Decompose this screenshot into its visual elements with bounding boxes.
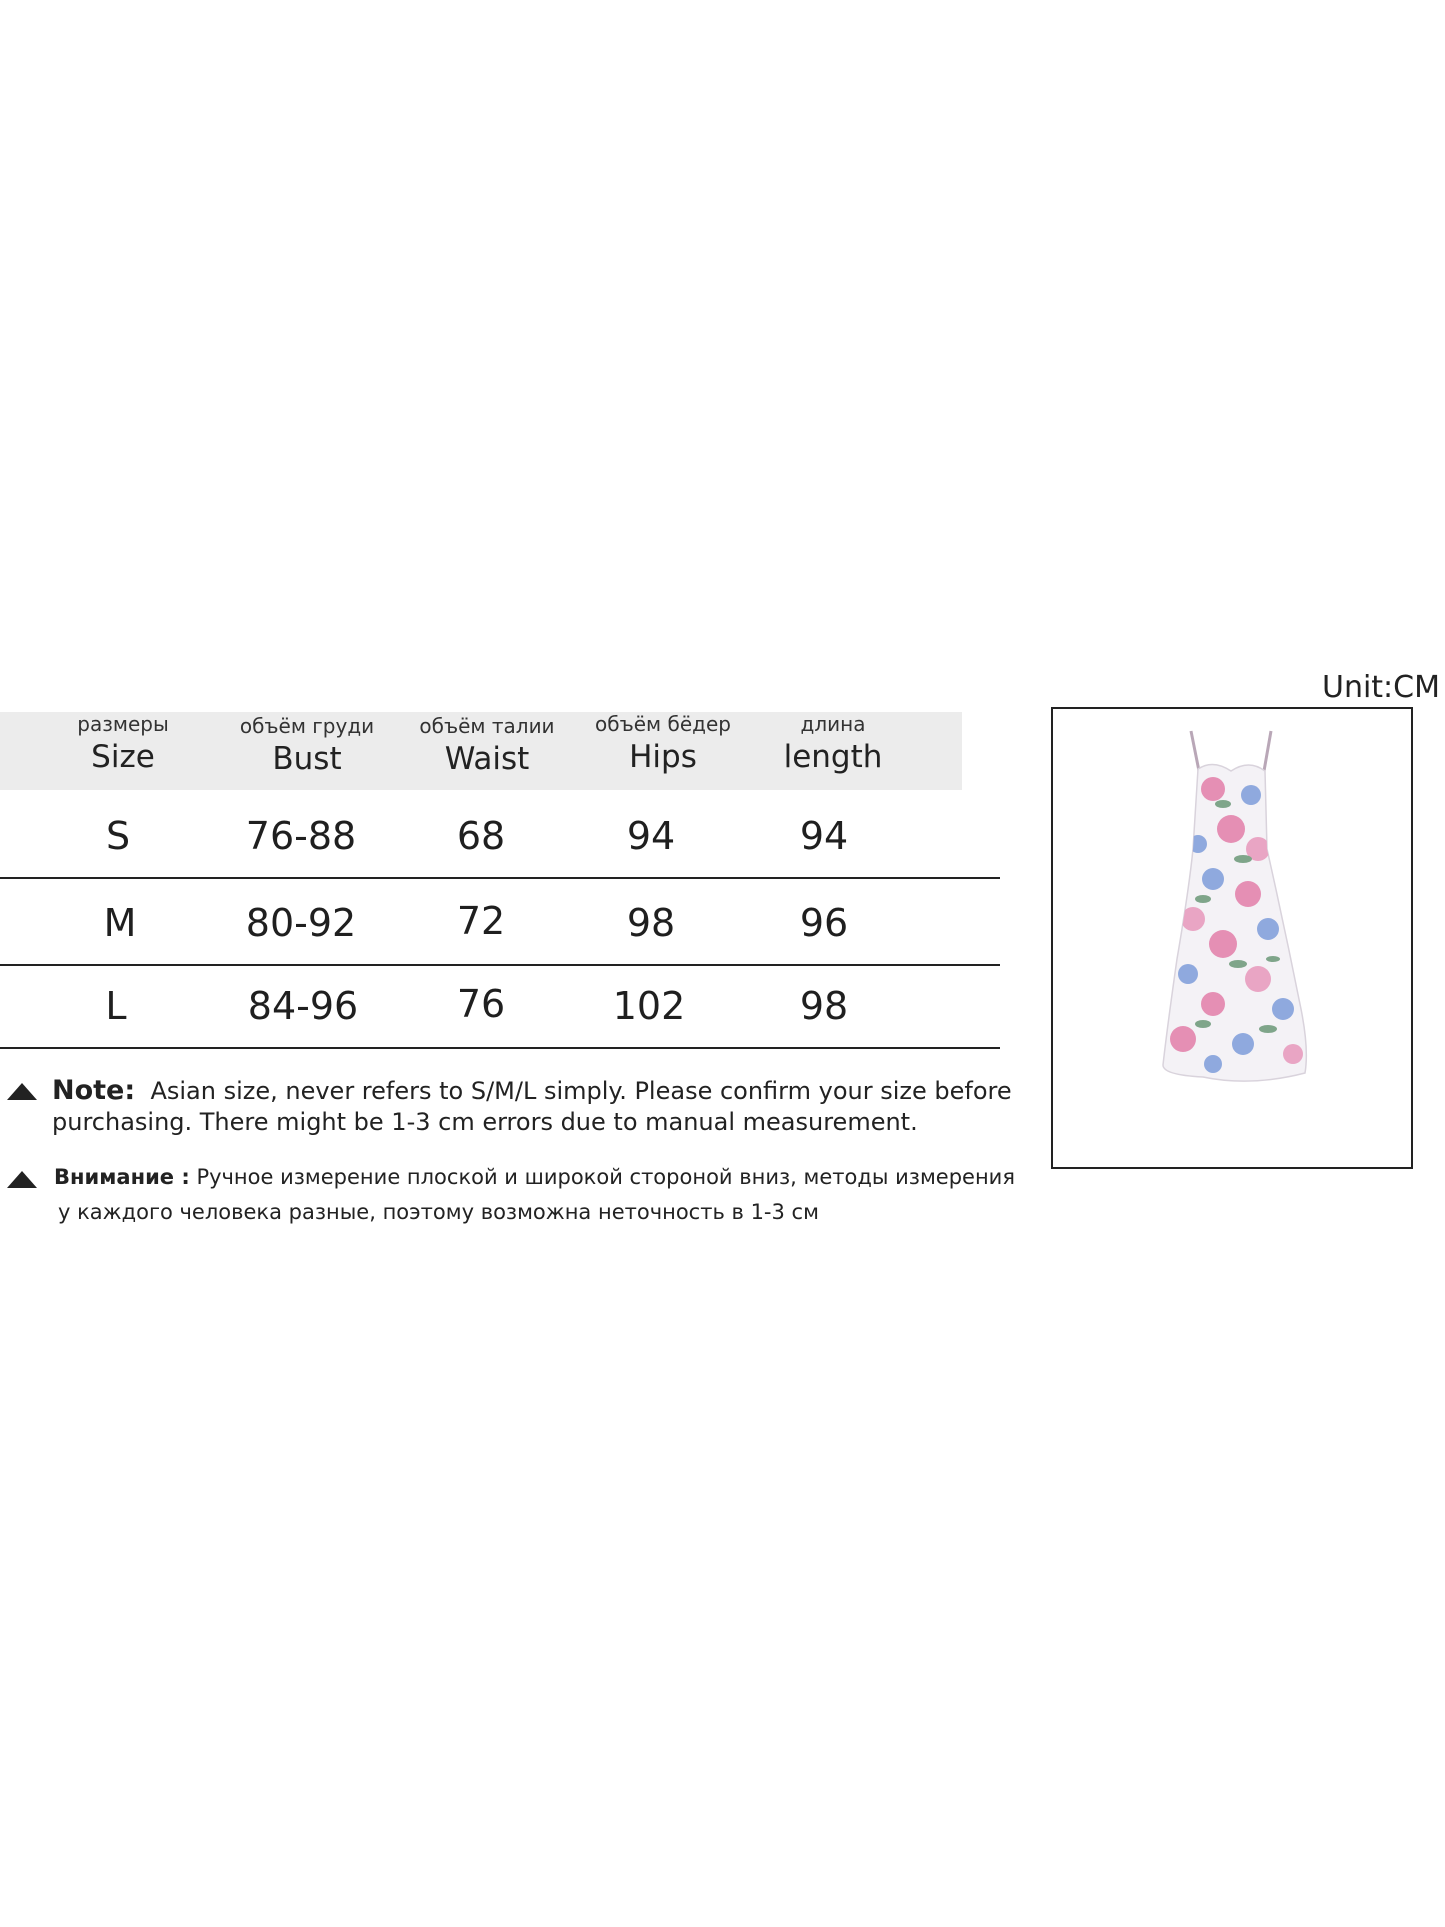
table-cell-hips: 102 bbox=[612, 984, 686, 1028]
column-header-ru: объём талии bbox=[419, 714, 555, 738]
column-header-en: Waist bbox=[444, 741, 530, 777]
note-line-2: purchasing. There might be 1-3 cm errors due to manual measurement. bbox=[52, 1108, 918, 1136]
table-cell-size: S bbox=[105, 814, 131, 858]
row-divider bbox=[0, 1047, 1000, 1049]
product-image-frame bbox=[1051, 707, 1413, 1169]
table-cell-waist: 76 bbox=[456, 982, 506, 1026]
warning-triangle-icon bbox=[7, 1083, 37, 1100]
table-cell-waist: 72 bbox=[456, 899, 506, 943]
table-cell-size: M bbox=[103, 901, 137, 945]
note-line-1 bbox=[52, 1076, 1012, 1106]
table-cell-hips: 94 bbox=[626, 814, 676, 858]
table-cell-bust: 84-96 bbox=[247, 984, 359, 1028]
note-text: Asian size, never refers to S/M/L simply. Please confirm your size before bbox=[150, 1077, 1012, 1105]
ru-note-text: Ручное измерение плоской и широкой стороной вниз, методы измерения bbox=[196, 1165, 1015, 1189]
ru-note-label: Внимание : bbox=[54, 1165, 190, 1189]
table-cell-length: 94 bbox=[799, 814, 849, 858]
column-header-ru: длина bbox=[800, 712, 866, 736]
column-header-en: Hips bbox=[629, 739, 697, 775]
row-divider bbox=[0, 877, 1000, 879]
column-header-ru: размеры bbox=[77, 712, 169, 736]
note-label: Note: bbox=[52, 1075, 136, 1106]
ru-note-line-1 bbox=[54, 1160, 1015, 1195]
table-cell-length: 98 bbox=[799, 984, 849, 1028]
warning-triangle-icon bbox=[7, 1171, 37, 1188]
table-cell-waist: 68 bbox=[456, 814, 506, 858]
table-cell-hips: 98 bbox=[626, 901, 676, 945]
table-cell-bust: 76-88 bbox=[245, 814, 357, 858]
table-cell-length: 96 bbox=[799, 901, 849, 945]
column-header-ru: объём груди bbox=[239, 714, 375, 738]
table-cell-size: L bbox=[105, 984, 127, 1028]
table-cell-bust: 80-92 bbox=[245, 901, 357, 945]
column-header-en: length bbox=[783, 739, 883, 775]
floral-slip-dress-icon bbox=[1053, 709, 1411, 1167]
row-divider bbox=[0, 964, 1000, 966]
unit-label: Unit:CM bbox=[1321, 670, 1440, 705]
column-header-ru: объём бёдер bbox=[595, 712, 731, 736]
column-header-en: Bust bbox=[272, 741, 342, 777]
column-header-en: Size bbox=[91, 739, 155, 775]
ru-note-line-2: у каждого человека разные, поэтому возможна неточность в 1-3 см bbox=[58, 1200, 819, 1224]
